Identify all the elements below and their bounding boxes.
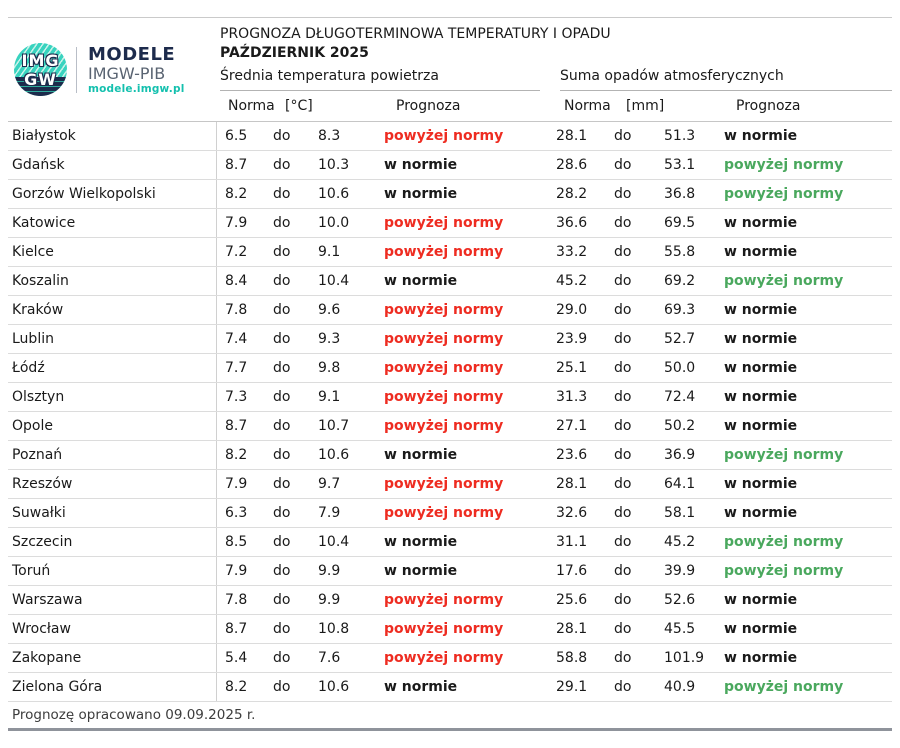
precip-do-label: do bbox=[614, 534, 632, 550]
precip-do-label: do bbox=[614, 186, 632, 202]
subheader-precip-unit: [mm] bbox=[626, 98, 665, 114]
precip-do-label: do bbox=[614, 447, 632, 463]
precip-do-label: do bbox=[614, 244, 632, 260]
forecast-page bbox=[8, 17, 892, 731]
precip-do-label: do bbox=[614, 592, 632, 608]
page-subtitle-month: PAŹDZIERNIK 2025 bbox=[220, 45, 369, 61]
city-name: Gorzów Wielkopolski bbox=[12, 186, 156, 202]
temp-norm-min: 8.7 bbox=[216, 412, 265, 440]
precip-do-label: do bbox=[614, 389, 632, 405]
precip-norm-min: 27.1 bbox=[556, 418, 588, 434]
precip-norm-max: 101.9 bbox=[664, 650, 705, 666]
precip-forecast-status: powyżej normy bbox=[724, 186, 844, 202]
precip-norm-max: 50.0 bbox=[664, 360, 696, 376]
precip-forecast-status: powyżej normy bbox=[724, 679, 844, 695]
temp-norm-min: 8.2 bbox=[216, 673, 265, 701]
temp-norm-max: 10.8 bbox=[318, 621, 350, 637]
temp-do-label: do bbox=[273, 563, 291, 579]
footer-note: Prognozę opracowano 09.09.2025 r. bbox=[12, 707, 256, 723]
precip-do-label: do bbox=[614, 331, 632, 347]
city-name: Gdańsk bbox=[12, 157, 65, 173]
temp-do-label: do bbox=[273, 157, 291, 173]
city-name: Opole bbox=[12, 418, 53, 434]
precip-norm-max: 69.5 bbox=[664, 215, 696, 231]
table-row bbox=[8, 122, 892, 151]
temp-do-label: do bbox=[273, 331, 291, 347]
logo-letters-top: IMG bbox=[21, 51, 60, 70]
city-name: Toruń bbox=[12, 563, 51, 579]
precip-norm-min: 32.6 bbox=[556, 505, 588, 521]
precip-forecast-status: w normie bbox=[724, 505, 798, 521]
temp-norm-max: 10.3 bbox=[318, 157, 350, 173]
city-name: Białystok bbox=[12, 128, 76, 144]
temp-do-label: do bbox=[273, 621, 291, 637]
precip-norm-max: 51.3 bbox=[664, 128, 696, 144]
table-row bbox=[8, 441, 892, 470]
temp-norm-min: 7.9 bbox=[216, 557, 265, 585]
precip-do-label: do bbox=[614, 215, 632, 231]
table-row bbox=[8, 586, 892, 615]
precip-norm-min: 36.6 bbox=[556, 215, 588, 231]
precip-norm-min: 23.9 bbox=[556, 331, 588, 347]
precip-norm-min: 33.2 bbox=[556, 244, 588, 260]
temp-do-label: do bbox=[273, 476, 291, 492]
precip-norm-max: 72.4 bbox=[664, 389, 696, 405]
subheader-temp-norma: Norma bbox=[228, 98, 275, 114]
column-group-headers bbox=[220, 68, 892, 91]
temp-norm-max: 10.6 bbox=[318, 186, 350, 202]
temp-forecast-status: powyżej normy bbox=[384, 215, 504, 231]
temp-norm-max: 9.1 bbox=[318, 244, 341, 260]
city-name: Kielce bbox=[12, 244, 54, 260]
logo-org: IMGW-PIB bbox=[88, 63, 166, 83]
temp-norm-max: 7.6 bbox=[318, 650, 341, 666]
temp-norm-max: 9.6 bbox=[318, 302, 341, 318]
temp-norm-min: 8.2 bbox=[216, 180, 265, 208]
temp-forecast-status: powyżej normy bbox=[384, 592, 504, 608]
footer-note-bar bbox=[8, 702, 892, 731]
temp-norm-min: 7.4 bbox=[216, 325, 265, 353]
precip-norm-max: 40.9 bbox=[664, 679, 696, 695]
precip-norm-min: 28.1 bbox=[556, 476, 588, 492]
logo-letters-bottom: GW bbox=[24, 70, 57, 89]
temp-forecast-status: w normie bbox=[384, 447, 458, 463]
precip-forecast-status: w normie bbox=[724, 215, 798, 231]
column-subheaders bbox=[220, 91, 892, 121]
temp-do-label: do bbox=[273, 447, 291, 463]
temp-forecast-status: powyżej normy bbox=[384, 331, 504, 347]
group-header-gap bbox=[540, 68, 560, 91]
temp-forecast-status: powyżej normy bbox=[384, 360, 504, 376]
precip-norm-min: 45.2 bbox=[556, 273, 588, 289]
city-name: Suwałki bbox=[12, 505, 66, 521]
temp-do-label: do bbox=[273, 650, 291, 666]
precip-norm-min: 28.1 bbox=[556, 621, 588, 637]
precip-norm-max: 45.5 bbox=[664, 621, 696, 637]
table-row bbox=[8, 499, 892, 528]
table-row bbox=[8, 151, 892, 180]
header-right bbox=[220, 18, 892, 121]
precip-forecast-status: w normie bbox=[724, 128, 798, 144]
table-row bbox=[8, 557, 892, 586]
temp-do-label: do bbox=[273, 128, 291, 144]
precip-norm-max: 52.6 bbox=[664, 592, 696, 608]
precip-do-label: do bbox=[614, 360, 632, 376]
precip-norm-max: 36.8 bbox=[664, 186, 696, 202]
precip-forecast-status: powyżej normy bbox=[724, 447, 844, 463]
temp-norm-max: 9.9 bbox=[318, 592, 341, 608]
temp-norm-min: 7.2 bbox=[216, 238, 265, 266]
group-header-precipitation: Suma opadów atmosferycznych bbox=[560, 68, 892, 91]
precip-forecast-status: w normie bbox=[724, 476, 798, 492]
precip-norm-min: 23.6 bbox=[556, 447, 588, 463]
city-name: Wrocław bbox=[12, 621, 71, 637]
precip-norm-min: 28.2 bbox=[556, 186, 588, 202]
precip-norm-max: 58.1 bbox=[664, 505, 696, 521]
temp-norm-max: 10.0 bbox=[318, 215, 350, 231]
precip-norm-max: 69.3 bbox=[664, 302, 696, 318]
temp-norm-max: 10.4 bbox=[318, 534, 350, 550]
precip-do-label: do bbox=[614, 563, 632, 579]
logo-brand: MODELE bbox=[88, 44, 176, 66]
table-row bbox=[8, 615, 892, 644]
temp-forecast-status: powyżej normy bbox=[384, 418, 504, 434]
precip-do-label: do bbox=[614, 621, 632, 637]
table-row bbox=[8, 644, 892, 673]
subheader-temp-unit: [°C] bbox=[285, 98, 313, 114]
precip-do-label: do bbox=[614, 157, 632, 173]
precip-forecast-status: powyżej normy bbox=[724, 157, 844, 173]
precip-norm-min: 31.3 bbox=[556, 389, 588, 405]
precip-norm-min: 28.1 bbox=[556, 128, 588, 144]
precip-norm-min: 31.1 bbox=[556, 534, 588, 550]
precip-do-label: do bbox=[614, 302, 632, 318]
temp-forecast-status: powyżej normy bbox=[384, 476, 504, 492]
temp-forecast-status: w normie bbox=[384, 186, 458, 202]
precip-forecast-status: w normie bbox=[724, 244, 798, 260]
temp-forecast-status: w normie bbox=[384, 563, 458, 579]
table-row bbox=[8, 673, 892, 702]
temp-forecast-status: powyżej normy bbox=[384, 505, 504, 521]
temp-norm-min: 6.3 bbox=[216, 499, 265, 527]
subheader-precip-norma: Norma bbox=[564, 98, 611, 114]
precip-norm-min: 25.6 bbox=[556, 592, 588, 608]
temp-norm-min: 7.9 bbox=[216, 209, 265, 237]
precip-norm-max: 55.8 bbox=[664, 244, 696, 260]
city-name: Warszawa bbox=[12, 592, 83, 608]
imgw-logo-block bbox=[8, 18, 220, 121]
table-row bbox=[8, 412, 892, 441]
city-name: Łódź bbox=[12, 360, 45, 376]
temp-norm-min: 5.4 bbox=[216, 644, 265, 672]
temp-do-label: do bbox=[273, 360, 291, 376]
table-row bbox=[8, 528, 892, 557]
precip-forecast-status: powyżej normy bbox=[724, 534, 844, 550]
temp-norm-min: 7.3 bbox=[216, 383, 265, 411]
temp-norm-min: 7.7 bbox=[216, 354, 265, 382]
city-name: Kraków bbox=[12, 302, 64, 318]
temp-do-label: do bbox=[273, 592, 291, 608]
table-row bbox=[8, 325, 892, 354]
temp-norm-max: 10.6 bbox=[318, 447, 350, 463]
temp-forecast-status: powyżej normy bbox=[384, 621, 504, 637]
imgw-logo bbox=[14, 43, 67, 96]
city-name: Rzeszów bbox=[12, 476, 73, 492]
precip-do-label: do bbox=[614, 679, 632, 695]
city-name: Poznań bbox=[12, 447, 63, 463]
precip-forecast-status: w normie bbox=[724, 331, 798, 347]
table-row bbox=[8, 296, 892, 325]
temp-norm-max: 10.4 bbox=[318, 273, 350, 289]
temp-norm-min: 7.8 bbox=[216, 586, 265, 614]
precip-forecast-status: w normie bbox=[724, 592, 798, 608]
precip-norm-max: 53.1 bbox=[664, 157, 696, 173]
precip-norm-max: 69.2 bbox=[664, 273, 696, 289]
page-header bbox=[8, 18, 892, 122]
temp-do-label: do bbox=[273, 389, 291, 405]
temp-norm-min: 8.4 bbox=[216, 267, 265, 295]
temp-forecast-status: powyżej normy bbox=[384, 128, 504, 144]
temp-norm-min: 8.5 bbox=[216, 528, 265, 556]
temp-do-label: do bbox=[273, 534, 291, 550]
precip-forecast-status: w normie bbox=[724, 621, 798, 637]
temp-forecast-status: powyżej normy bbox=[384, 244, 504, 260]
temp-norm-max: 10.6 bbox=[318, 679, 350, 695]
temp-do-label: do bbox=[273, 505, 291, 521]
temp-norm-max: 9.7 bbox=[318, 476, 341, 492]
table-row bbox=[8, 354, 892, 383]
precip-norm-min: 28.6 bbox=[556, 157, 588, 173]
temp-do-label: do bbox=[273, 302, 291, 318]
city-name: Lublin bbox=[12, 331, 54, 347]
city-name: Katowice bbox=[12, 215, 76, 231]
precip-do-label: do bbox=[614, 476, 632, 492]
forecast-table-body bbox=[8, 122, 892, 702]
temp-forecast-status: w normie bbox=[384, 157, 458, 173]
temp-norm-max: 9.9 bbox=[318, 563, 341, 579]
group-header-temperature: Średnia temperatura powietrza bbox=[220, 68, 540, 91]
temp-forecast-status: w normie bbox=[384, 273, 458, 289]
precip-forecast-status: powyżej normy bbox=[724, 273, 844, 289]
logo-divider bbox=[76, 47, 77, 93]
precip-forecast-status: w normie bbox=[724, 650, 798, 666]
precip-do-label: do bbox=[614, 128, 632, 144]
temp-norm-min: 8.7 bbox=[216, 615, 265, 643]
temp-forecast-status: powyżej normy bbox=[384, 389, 504, 405]
subheader-precip-prognoza: Prognoza bbox=[736, 98, 801, 114]
precip-norm-min: 58.8 bbox=[556, 650, 588, 666]
temp-do-label: do bbox=[273, 273, 291, 289]
precip-norm-min: 29.1 bbox=[556, 679, 588, 695]
temp-do-label: do bbox=[273, 679, 291, 695]
precip-norm-min: 17.6 bbox=[556, 563, 588, 579]
temp-norm-min: 6.5 bbox=[216, 122, 265, 150]
precip-forecast-status: w normie bbox=[724, 389, 798, 405]
temp-do-label: do bbox=[273, 215, 291, 231]
temp-norm-max: 9.1 bbox=[318, 389, 341, 405]
table-row bbox=[8, 470, 892, 499]
subheader-temp-prognoza: Prognoza bbox=[396, 98, 461, 114]
precip-norm-max: 52.7 bbox=[664, 331, 696, 347]
precip-forecast-status: w normie bbox=[724, 360, 798, 376]
temp-norm-max: 7.9 bbox=[318, 505, 341, 521]
precip-norm-max: 45.2 bbox=[664, 534, 696, 550]
city-name: Zielona Góra bbox=[12, 679, 103, 695]
temp-forecast-status: w normie bbox=[384, 534, 458, 550]
precip-do-label: do bbox=[614, 505, 632, 521]
temp-do-label: do bbox=[273, 244, 291, 260]
precip-norm-min: 25.1 bbox=[556, 360, 588, 376]
table-row bbox=[8, 383, 892, 412]
precip-do-label: do bbox=[614, 650, 632, 666]
temp-norm-min: 8.7 bbox=[216, 151, 265, 179]
precip-do-label: do bbox=[614, 418, 632, 434]
temp-forecast-status: powyżej normy bbox=[384, 650, 504, 666]
logo-text-block bbox=[88, 43, 185, 95]
logo-url: modele.imgw.pl bbox=[88, 83, 185, 96]
temp-forecast-status: powyżej normy bbox=[384, 302, 504, 318]
precip-do-label: do bbox=[614, 273, 632, 289]
temp-forecast-status: w normie bbox=[384, 679, 458, 695]
precip-norm-max: 39.9 bbox=[664, 563, 696, 579]
precip-forecast-status: w normie bbox=[724, 302, 798, 318]
temp-do-label: do bbox=[273, 186, 291, 202]
table-row bbox=[8, 238, 892, 267]
temp-norm-max: 9.3 bbox=[318, 331, 341, 347]
temp-norm-min: 7.8 bbox=[216, 296, 265, 324]
table-row bbox=[8, 180, 892, 209]
page-title: PROGNOZA DŁUGOTERMINOWA TEMPERATURY I OPADU bbox=[220, 26, 611, 42]
precip-norm-min: 29.0 bbox=[556, 302, 588, 318]
temp-do-label: do bbox=[273, 418, 291, 434]
temp-norm-max: 10.7 bbox=[318, 418, 350, 434]
precip-norm-max: 50.2 bbox=[664, 418, 696, 434]
temp-norm-min: 7.9 bbox=[216, 470, 265, 498]
precip-forecast-status: powyżej normy bbox=[724, 563, 844, 579]
precip-norm-max: 64.1 bbox=[664, 476, 696, 492]
temp-norm-min: 8.2 bbox=[216, 441, 265, 469]
table-row bbox=[8, 209, 892, 238]
city-name: Zakopane bbox=[12, 650, 82, 666]
temp-norm-max: 8.3 bbox=[318, 128, 341, 144]
city-name: Koszalin bbox=[12, 273, 69, 289]
precip-forecast-status: w normie bbox=[724, 418, 798, 434]
precip-norm-max: 36.9 bbox=[664, 447, 696, 463]
temp-norm-max: 9.8 bbox=[318, 360, 341, 376]
city-name: Szczecin bbox=[12, 534, 73, 550]
city-name: Olsztyn bbox=[12, 389, 65, 405]
table-row bbox=[8, 267, 892, 296]
